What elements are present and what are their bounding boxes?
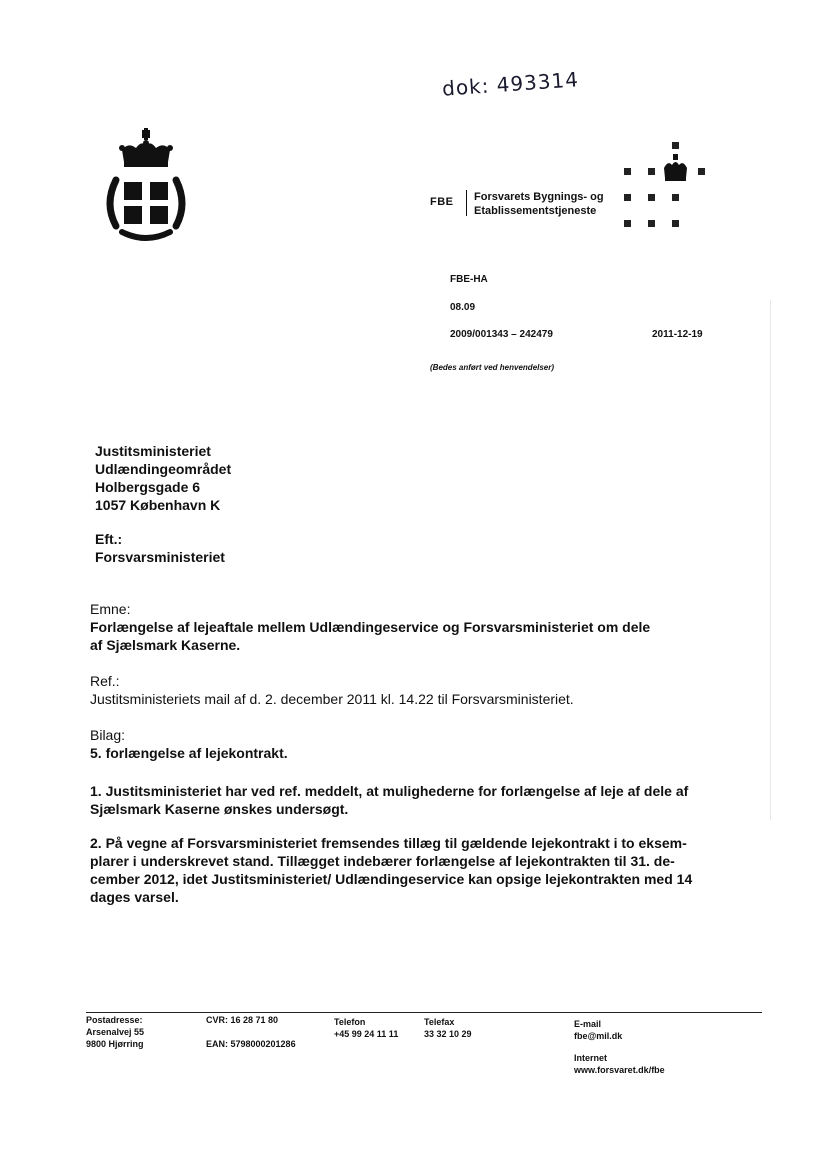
paragraph-2-line3: cember 2012, idet Justitsministeriet/ Udlændingeservice kan opsige lejekontrakten med 14 [90,871,693,887]
fbe-divider [466,190,467,216]
footer-phone-label: Telefon [334,1017,366,1027]
footer-divider [86,1012,762,1013]
footer-phone-value: +45 99 24 11 11 [334,1029,399,1039]
sender-name-line1: Forsvarets Bygnings- og [474,191,604,203]
scan-artifact [770,300,771,820]
cc-label: Eft.: [95,531,123,547]
reference-case-number: 2009/001343 – 242479 [450,329,553,340]
letter-date: 2011-12-19 [652,329,703,340]
ref-value: Justitsministeriets mail af d. 2. december 2011 kl. 14.22 til Forsvarsministeriet. [90,691,574,707]
handwritten-document-number: dok: 493314 [441,67,580,101]
footer-phone [334,1016,398,1040]
attachment-block [90,726,730,762]
sender-name-line2: Etablissementstjeneste [474,205,597,217]
footer-fax-value: 33 32 10 29 [424,1029,472,1039]
footer-cvr: CVR: 16 28 71 80 [206,1015,279,1025]
recipient-address [95,442,231,514]
footer-postal-label: Postadresse: [86,1015,143,1025]
paragraph-2 [90,834,730,906]
footer-fax-label: Telefax [424,1017,455,1027]
reference-office: FBE-HA [450,274,488,285]
attachment-value: 5. forlængelse af lejekontrakt. [90,745,288,761]
recipient-line1: Justitsministeriet [95,443,211,459]
subject-line2: af Sjælsmark Kaserne. [90,637,241,653]
paragraph-2-line1: 2. På vegne af Forsvarsministeriet fremsendes tillæg til gældende lejekontrakt i to eksem- [90,835,687,851]
footer-fax [424,1016,472,1040]
reference-note: (Bedes anført ved henvendelser) [430,363,555,372]
footer-postal-line1: Arsenalvej 55 [86,1027,145,1037]
footer-internet-label: Internet [574,1053,608,1063]
ref-label: Ref.: [90,673,120,689]
cc-block [95,530,735,566]
footer-postal [86,1014,144,1050]
footer-email [574,1018,622,1042]
fbe-logo-dot-grid [428,140,718,236]
footer-internet [574,1052,665,1076]
subject-block [90,600,730,654]
cc-value: Forsvarsministeriet [95,549,225,565]
footer-email-label: E-mail [574,1019,602,1029]
reference-section: 08.09 [450,302,476,313]
recipient-line3: Holbergsgade 6 [95,479,201,495]
recipient-line2: Udlændingeområdet [95,461,232,477]
sender-name [474,190,604,218]
fbe-abbreviation: FBE [430,196,454,208]
paragraph-1 [90,782,730,818]
ref-block [90,672,730,708]
paragraph-1-line1: 1. Justitsministeriet har ved ref. meddelt, at mulighederne for forlængelse af leje af dele af [90,783,689,799]
recipient-line4: 1057 København K [95,497,221,513]
footer-email-value: fbe@mil.dk [574,1031,623,1041]
subject-label: Emne: [90,601,131,617]
subject-line1: Forlængelse af lejeaftale mellem Udlændingeservice og Forsvarsministeriet om dele [90,619,651,635]
footer-internet-value: www.forsvaret.dk/fbe [574,1065,665,1075]
royal-crest-logo [98,128,194,248]
paragraph-2-line2: plarer i underskrevet stand. Tillægget indebærer forlængelse af lejekontrakten til 31. de- [90,853,675,869]
footer-ean: EAN: 5798000201286 [206,1039,296,1049]
attachment-label: Bilag: [90,727,126,743]
paragraph-1-line2: Sjælsmark Kaserne ønskes undersøgt. [90,801,349,817]
footer-postal-line2: 9800 Hjørring [86,1039,144,1049]
paragraph-2-line4: dages varsel. [90,889,179,905]
